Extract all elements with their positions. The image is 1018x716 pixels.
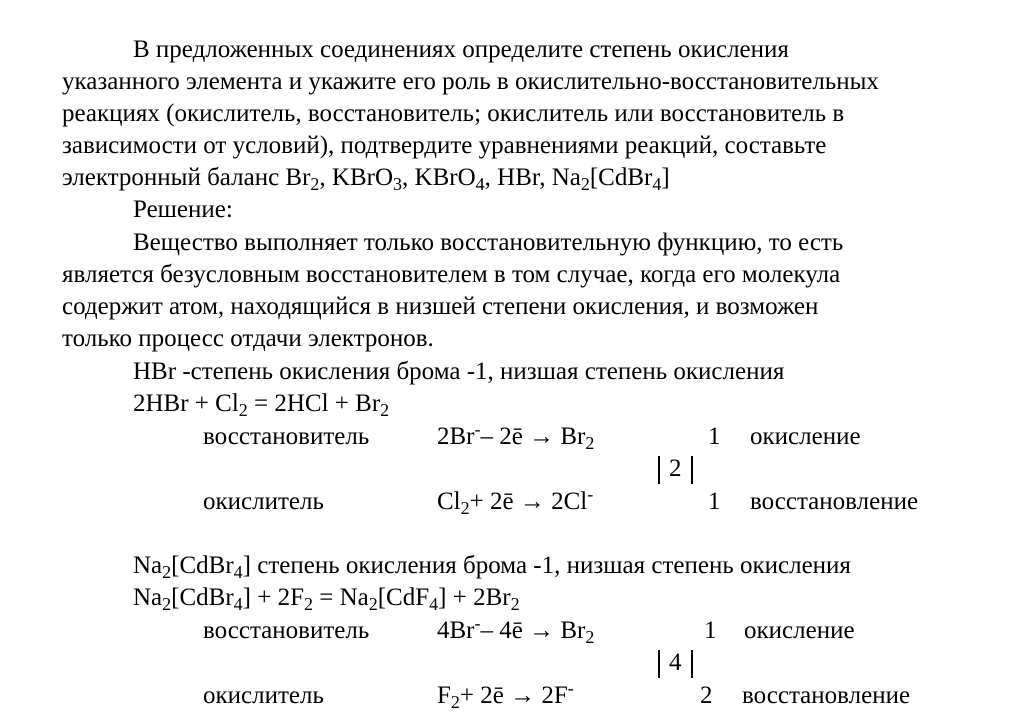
intro-line-1: Вещество выполняет только восстановительную функцию, то есть [133,229,844,256]
na2cdbr4-reaction-equation: $Na_2[CdBr_4] + 2F_2 = Na_2[CdF_4] + 2Br_2$ [133,584,520,615]
balance-bar [691,650,693,678]
hbr-reduction-half-reaction: $Cl_2+$ 2ē → 2Cl- [437,484,594,519]
na2cdbr4-reduction-label: восстановление [742,682,911,709]
intro-line-2: является безусловным восстановителем в том случае, когда его молекула [62,261,841,288]
na2cdbr4-formula: $Na_2[CdBr_4]$ [133,552,251,583]
na2cdbr4-reduction-coefficient: 2 [700,682,713,709]
task-line-3: реакциях (окислитель, восстановитель; окислитель или восстановитель в [62,100,845,127]
solution-label: Решение: [133,196,233,223]
hbr-oxidizer-label: окислитель [203,488,324,515]
hbr-statement-line [133,356,784,388]
na2cdbr4-oxidation-half-reaction: 4Br-– 4ē → $Br_2$ [437,613,595,648]
intro-line-4: только процесс отдачи электронов. [62,325,434,352]
balance-bar [691,456,693,484]
hbr-reaction-equation: $2HBr + Cl_2 = 2HCl + Br_2$ [133,390,390,421]
na2cdbr4-oxidizer-label: окислитель [203,682,324,709]
hbr-statement: -степень окисления брома -1, низшая степень окисления [176,358,785,385]
na2cdbr4-multiplier-value: 4 [669,649,682,676]
compound-list: $Br_2$, KBrO$_3$, KBrO$_4$, HBr, $Na_2[CdBr_4]$ [285,164,670,195]
hbr-oxidation-label: окисление [750,423,861,450]
hbr-oxidation-half-reaction: 2Br-– 2ē → $Br_2$ [437,419,595,454]
hbr-balance-multiplier [658,453,693,485]
hbr-reducer-label: восстановитель [203,423,370,450]
na2cdbr4-oxidation-coefficient: 1 [704,617,717,644]
hbr-formula: HBr [133,358,177,385]
hbr-oxidation-coefficient: 1 [708,423,721,450]
na2cdbr4-statement-line [133,550,851,582]
na2cdbr4-reduction-half-reaction: $F_2+$ 2ē → 2F- [437,678,574,713]
na2cdbr4-statement: степень окисления брома -1, низшая степень окисления [250,552,851,579]
intro-line-3: содержит атом, находящийся в низшей степени окисления, и возможен [62,293,819,320]
task-line-4: зависимости от условий), подтвердите уравнениями реакций, составьте [62,132,827,159]
na2cdbr4-reducer-label: восстановитель [203,617,370,644]
task-line-5 [62,162,670,194]
na2cdbr4-oxidation-label: окисление [744,617,855,644]
task-line-2: указанного элемента и укажите его роль в окислительно-восстановительных [62,68,879,95]
na2cdbr4-balance-multiplier [658,647,693,679]
task-line-5-text: электронный баланс [62,164,286,191]
hbr-multiplier-value: 2 [669,455,682,482]
hbr-reduction-coefficient: 1 [708,488,721,515]
hbr-reduction-label: восстановление [750,488,919,515]
task-line-1: В предложенных соединениях определите степень окисления [133,36,789,63]
